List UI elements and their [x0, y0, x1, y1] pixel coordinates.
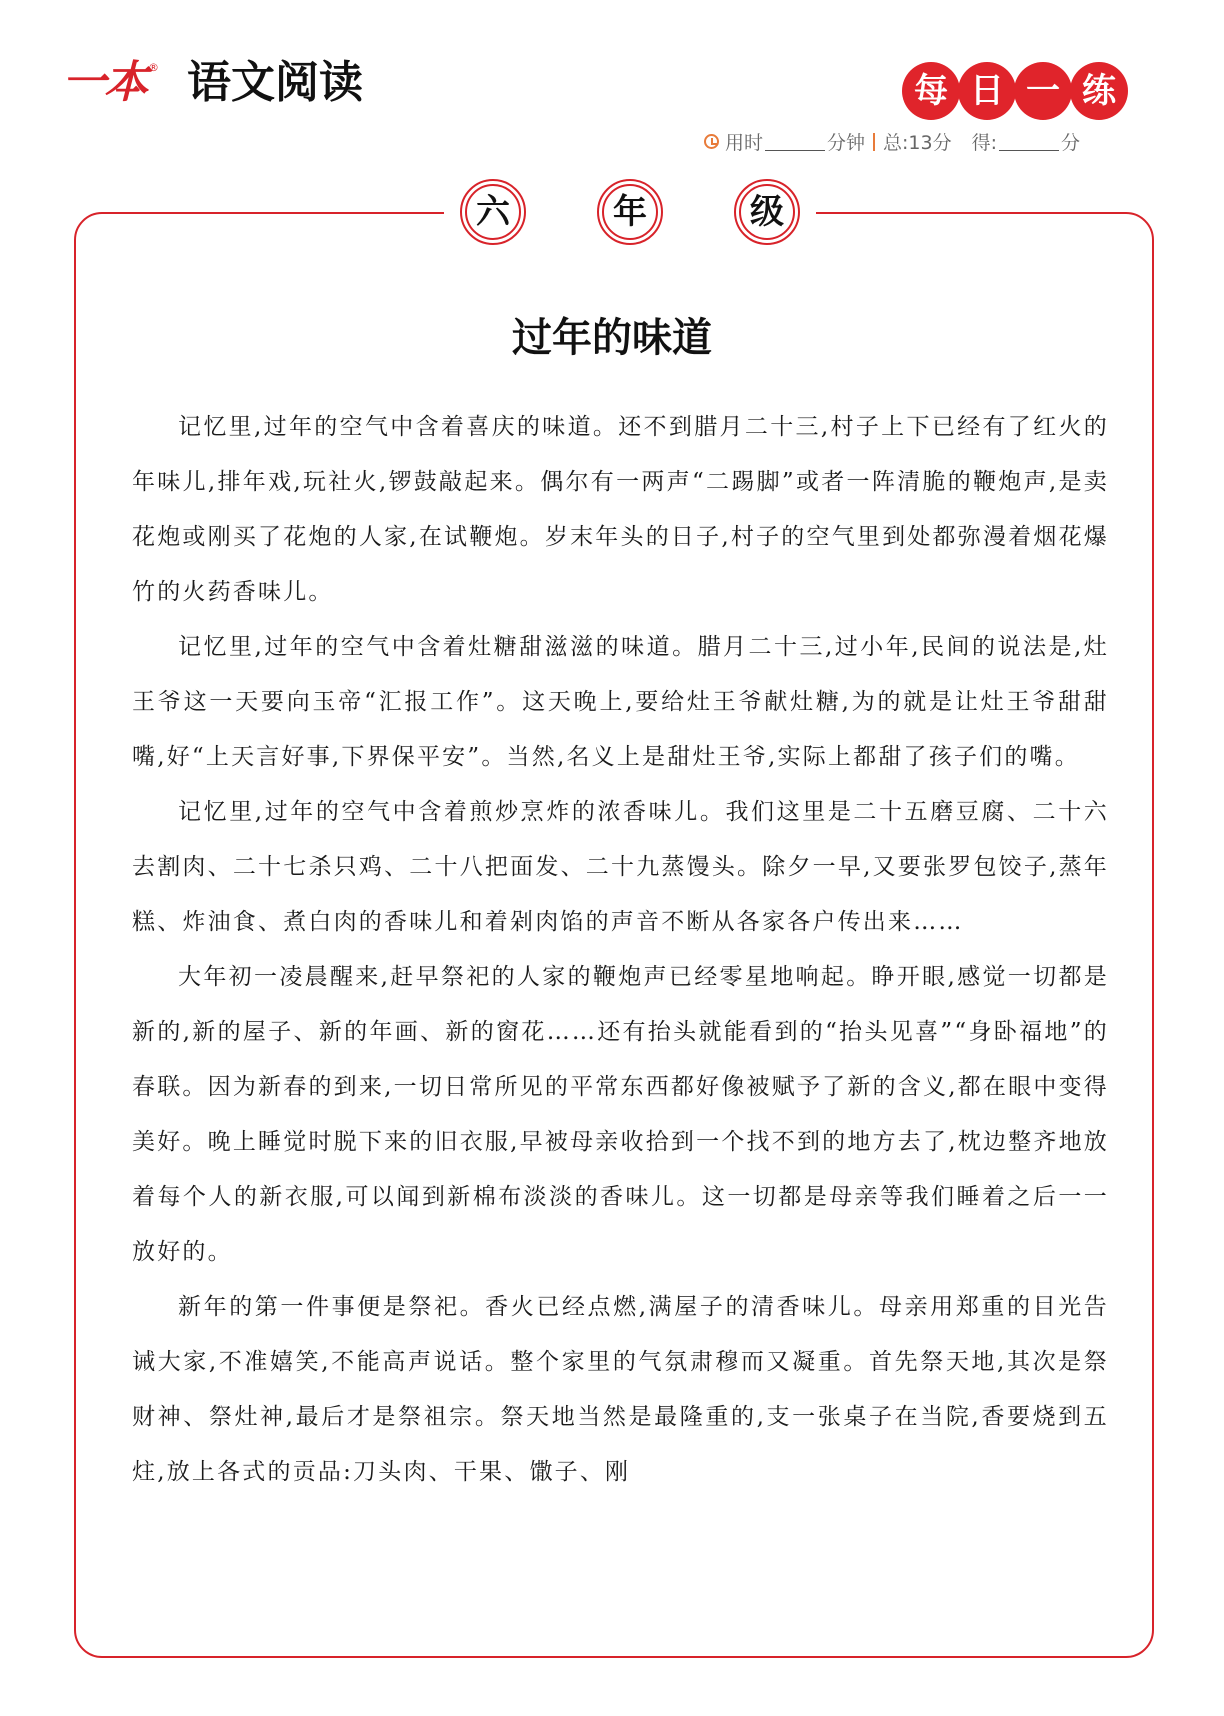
paragraph: 记忆里,过年的空气中含着煎炒烹炸的浓香味儿。我们这里是二十五磨豆腐、二十六去割肉、二十七杀只鸡、二十八把面发、二十九蒸馒头。除夕一早,又要张罗包饺子,蒸年糕、炸油食、煮白肉的香味儿和着剁肉馅的声音不断从各家各户传出来……	[132, 799, 1109, 935]
score-meta	[704, 128, 1080, 155]
paragraph: 大年初一凌晨醒来,赶早祭祀的人家的鞭炮声已经零星地响起。睁开眼,感觉一切都是新的,新的屋子、新的年画、新的窗花……还有抬头就能看到的“抬头见喜”“身卧福地”的春联。因为新春的到来,一切日常所见的平常东西都好像被赋予了新的含义,都在眼中变得美好。晚上睡觉时脱下来的旧衣服,早被母亲收拾到一个找不到的地方去了,枕边整齐地放着每个人的新衣服,可以闻到新棉布淡淡的香味儿。这一切都是母亲等我们睡着之后一一放好的。	[132, 964, 1109, 1265]
grade-char: 年	[602, 184, 658, 240]
brand-logo: 一本	[62, 57, 146, 108]
grade-label	[444, 176, 816, 248]
article-title: 过年的味道	[512, 314, 712, 361]
paragraph: 记忆里,过年的空气中含着喜庆的味道。还不到腊月二十三,村子上下已经有了红火的年味儿,排年戏,玩社火,锣鼓敲起来。偶尔有一两声“二踢脚”或者一阵清脆的鞭炮声,是卖花炮或刚买了花炮的人家,在试鞭炮。岁末年头的日子,村子的空气里到处都弥漫着烟花爆竹的火药香味儿。	[132, 414, 1109, 605]
daily-practice-badge	[902, 62, 1126, 120]
paragraph: 新年的第一件事便是祭祀。香火已经点燃,满屋子的清香味儿。母亲用郑重的目光告诫大家,不准嬉笑,不能高声说话。整个家里的气氛肃穆而又凝重。首先祭天地,其次是祭财神、祭灶神,最后才是祭祖宗。祭天地当然是最隆重的,支一张桌子在当院,香要烧到五炷,放上各式的贡品:刀头肉、干果、馓子、刚	[132, 1294, 1109, 1485]
daily-char: 日	[958, 62, 1016, 120]
total-score: 总:13分	[883, 132, 952, 154]
brand	[62, 58, 363, 108]
registered-mark: ®	[148, 61, 159, 74]
time-label: 用时	[725, 132, 764, 154]
paragraph: 记忆里,过年的空气中含着灶糖甜滋滋的味道。腊月二十三,过小年,民间的说法是,灶王爷这一天要向玉帝“汇报工作”。这天晚上,要给灶王爷献灶糖,为的就是让灶王爷甜甜嘴,好“上天言好事,下界保平安”。当然,名义上是甜灶王爷,实际上都甜了孩子们的嘴。	[132, 634, 1109, 770]
daily-char: 一	[1014, 62, 1072, 120]
clock-icon	[704, 134, 719, 149]
grade-char: 六	[465, 184, 521, 240]
score-unit: 分	[1061, 132, 1081, 154]
meta-divider	[873, 133, 875, 151]
time-unit: 分钟	[827, 132, 866, 154]
grade-char: 级	[739, 184, 795, 240]
grade-char-circle	[597, 179, 663, 245]
grade-char-circle	[460, 179, 526, 245]
score-label: 得:	[971, 132, 998, 154]
article-body	[132, 400, 1109, 1500]
daily-char: 每	[902, 62, 960, 120]
grade-char-circle	[734, 179, 800, 245]
score-blank[interactable]	[999, 132, 1059, 151]
time-blank[interactable]	[765, 132, 825, 151]
brand-title: 语文阅读	[187, 57, 363, 108]
daily-char: 练	[1070, 62, 1128, 120]
